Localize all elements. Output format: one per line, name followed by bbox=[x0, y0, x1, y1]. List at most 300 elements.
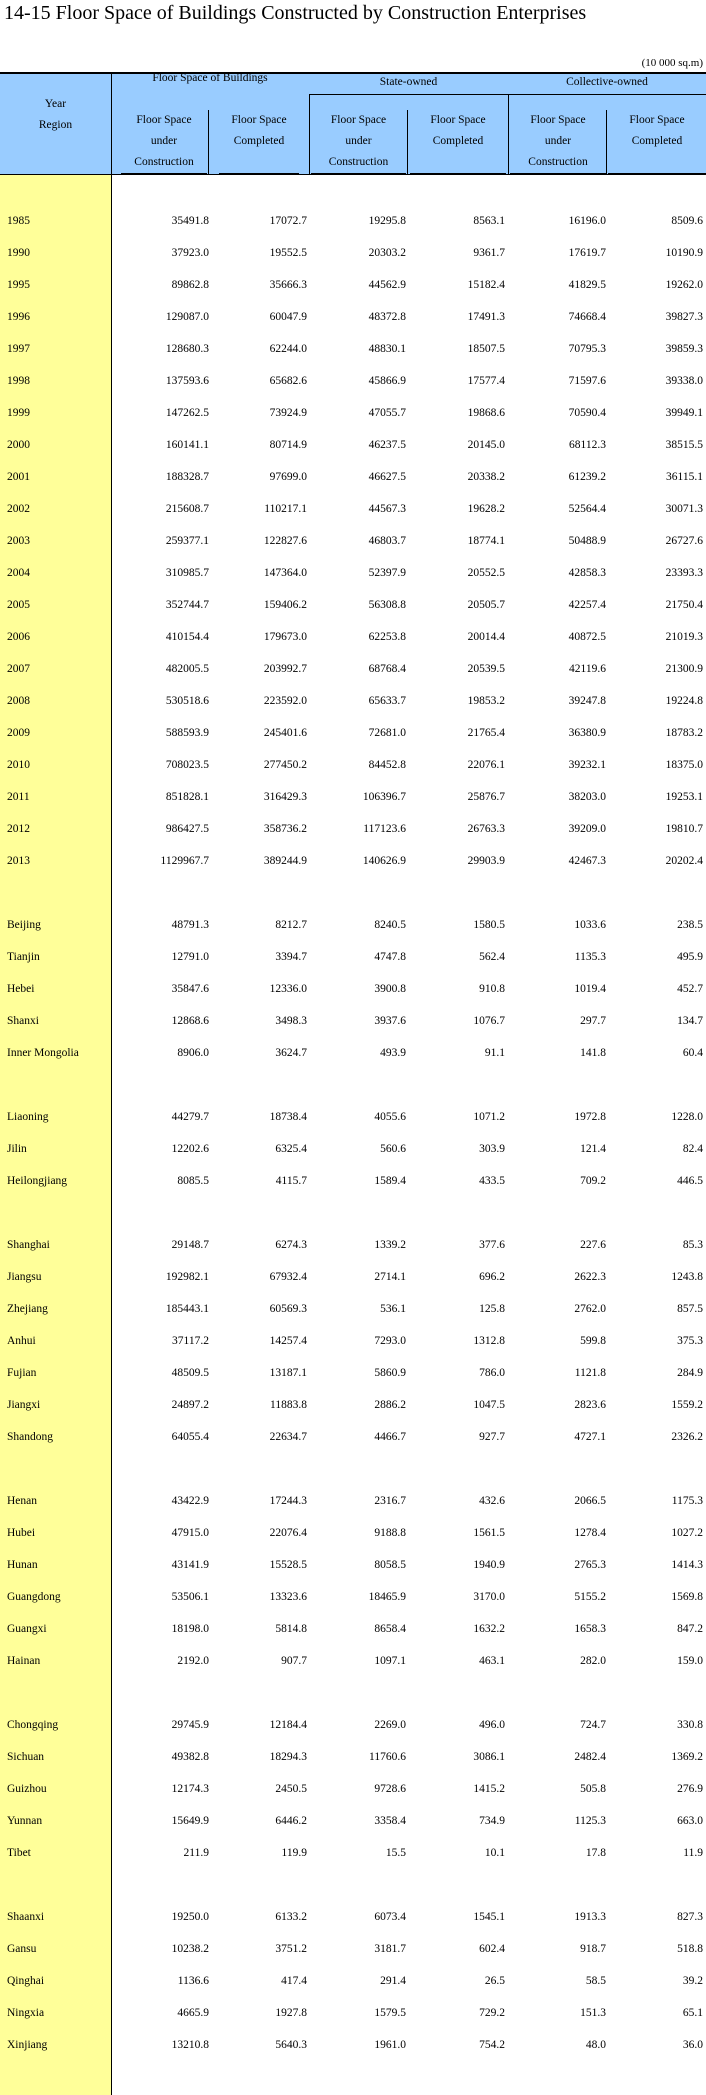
cell-value: 352744.7 bbox=[165, 599, 209, 611]
cell-value: 588593.9 bbox=[165, 727, 209, 739]
cell-value: 48830.1 bbox=[368, 343, 406, 355]
cell-value: 446.5 bbox=[677, 1175, 703, 1187]
row-label: Fujian bbox=[7, 1367, 37, 1379]
cell-value: 15182.4 bbox=[467, 279, 505, 291]
cell-value: 496.0 bbox=[479, 1719, 505, 1731]
cell-value: 910.8 bbox=[479, 983, 505, 995]
table-row bbox=[0, 1236, 706, 1254]
cell-value: 19628.2 bbox=[467, 503, 505, 515]
cell-value: 1175.3 bbox=[671, 1495, 703, 1507]
table-row bbox=[0, 1780, 706, 1798]
cell-value: 20202.4 bbox=[665, 855, 703, 867]
cell-value: 297.7 bbox=[580, 1015, 606, 1027]
table-row bbox=[0, 1844, 706, 1862]
cell-value: 560.6 bbox=[380, 1143, 406, 1155]
cell-value: 70795.3 bbox=[568, 343, 606, 355]
cell-value: 927.7 bbox=[479, 1431, 505, 1443]
cell-value: 39247.8 bbox=[568, 695, 606, 707]
cell-value: 2269.0 bbox=[374, 1719, 406, 1731]
cell-value: 211.9 bbox=[183, 1847, 209, 1859]
cell-value: 1033.6 bbox=[574, 919, 606, 931]
cell-value: 276.9 bbox=[677, 1783, 703, 1795]
cell-value: 375.3 bbox=[677, 1335, 703, 1347]
cell-value: 19262.0 bbox=[665, 279, 703, 291]
cell-value: 482005.5 bbox=[165, 663, 209, 675]
row-label: 2009 bbox=[7, 727, 30, 739]
cell-value: 60569.3 bbox=[269, 1303, 307, 1315]
cell-value: 179673.0 bbox=[263, 631, 307, 643]
cell-value: 13187.1 bbox=[269, 1367, 307, 1379]
table-row bbox=[0, 1044, 706, 1062]
table-row bbox=[0, 1172, 706, 1190]
cell-value: 15.5 bbox=[385, 1847, 406, 1859]
cell-value: 48791.3 bbox=[171, 919, 209, 931]
cell-value: 1135.3 bbox=[574, 951, 606, 963]
cell-value: 1339.2 bbox=[374, 1239, 406, 1251]
cell-value: 25876.7 bbox=[467, 791, 505, 803]
cell-value: 1632.2 bbox=[473, 1623, 505, 1635]
cell-value: 505.8 bbox=[580, 1783, 606, 1795]
cell-value: 6073.4 bbox=[374, 1911, 406, 1923]
cell-value: 43141.9 bbox=[171, 1559, 209, 1571]
cell-value: 21750.4 bbox=[665, 599, 703, 611]
row-label: Xinjiang bbox=[7, 2039, 48, 2051]
cell-value: 12174.3 bbox=[171, 1783, 209, 1795]
row-label: Tianjin bbox=[7, 951, 40, 963]
cell-value: 8658.4 bbox=[374, 1623, 406, 1635]
cell-value: 734.9 bbox=[479, 1815, 505, 1827]
table-row bbox=[0, 1620, 706, 1638]
cell-value: 56308.8 bbox=[368, 599, 406, 611]
cell-value: 29903.9 bbox=[467, 855, 505, 867]
cell-value: 117123.6 bbox=[363, 823, 406, 835]
cell-value: 19253.1 bbox=[665, 791, 703, 803]
cell-value: 58.5 bbox=[585, 1975, 606, 1987]
cell-value: 45866.9 bbox=[368, 375, 406, 387]
cell-value: 1927.8 bbox=[275, 2007, 307, 2019]
cell-value: 20338.2 bbox=[467, 471, 505, 483]
group-divider bbox=[508, 94, 509, 174]
cell-value: 44279.7 bbox=[171, 1111, 209, 1123]
cell-value: 12336.0 bbox=[269, 983, 307, 995]
table-row bbox=[0, 1364, 706, 1382]
cell-value: 3086.1 bbox=[473, 1751, 505, 1763]
table-row bbox=[0, 948, 706, 966]
cell-value: 60.4 bbox=[682, 1047, 703, 1059]
table-row bbox=[0, 1748, 706, 1766]
table-row bbox=[0, 724, 706, 742]
cell-value: 35666.3 bbox=[269, 279, 307, 291]
table-row bbox=[0, 1108, 706, 1126]
cell-value: 3181.7 bbox=[374, 1943, 406, 1955]
cell-value: 39859.3 bbox=[665, 343, 703, 355]
table-header bbox=[0, 74, 706, 174]
cell-value: 110217.1 bbox=[264, 503, 307, 515]
row-label: 2008 bbox=[7, 695, 30, 707]
cell-value: 141.8 bbox=[580, 1047, 606, 1059]
cell-value: 13210.8 bbox=[171, 2039, 209, 2051]
row-label: Guangdong bbox=[7, 1591, 61, 1603]
group-total-header: Floor Space of Buildings bbox=[152, 72, 268, 84]
row-label: Hainan bbox=[7, 1655, 41, 1667]
cell-value: 18507.5 bbox=[467, 343, 505, 355]
cell-value: 2886.2 bbox=[374, 1399, 406, 1411]
col-divider bbox=[407, 110, 408, 174]
row-label: Zhejiang bbox=[7, 1303, 48, 1315]
cell-value: 389244.9 bbox=[263, 855, 307, 867]
cell-value: 8563.1 bbox=[473, 215, 505, 227]
cell-value: 18774.1 bbox=[467, 535, 505, 547]
row-label: Tibet bbox=[7, 1847, 31, 1859]
cell-value: 97699.0 bbox=[269, 471, 307, 483]
cell-value: 708023.5 bbox=[165, 759, 209, 771]
cell-value: 20014.4 bbox=[467, 631, 505, 643]
cell-value: 907.7 bbox=[281, 1655, 307, 1667]
cell-value: 2192.0 bbox=[177, 1655, 209, 1667]
row-label: 1999 bbox=[7, 407, 30, 419]
cell-value: 19552.5 bbox=[269, 247, 307, 259]
row-label: Hunan bbox=[7, 1559, 38, 1571]
cell-value: 46237.5 bbox=[368, 439, 406, 451]
cell-value: 65682.6 bbox=[269, 375, 307, 387]
cell-value: 64055.4 bbox=[171, 1431, 209, 1443]
cell-value: 5860.9 bbox=[374, 1367, 406, 1379]
row-label: Shanxi bbox=[7, 1015, 39, 1027]
cell-value: 38515.5 bbox=[665, 439, 703, 451]
cell-value: 52564.4 bbox=[568, 503, 606, 515]
cell-value: 3358.4 bbox=[374, 1815, 406, 1827]
cell-value: 203992.7 bbox=[263, 663, 307, 675]
cell-value: 20552.5 bbox=[467, 567, 505, 579]
cell-value: 1369.2 bbox=[671, 1751, 703, 1763]
cell-value: 24897.2 bbox=[171, 1399, 209, 1411]
cell-value: 35491.8 bbox=[171, 215, 209, 227]
cell-value: 60047.9 bbox=[269, 311, 307, 323]
cell-value: 21019.3 bbox=[665, 631, 703, 643]
table-row bbox=[0, 1940, 706, 1958]
cell-value: 8058.5 bbox=[374, 1559, 406, 1571]
cell-value: 13323.6 bbox=[269, 1591, 307, 1603]
cell-value: 18465.9 bbox=[368, 1591, 406, 1603]
cell-value: 29148.7 bbox=[171, 1239, 209, 1251]
cell-value: 4747.8 bbox=[374, 951, 406, 963]
cell-value: 8085.5 bbox=[177, 1175, 209, 1187]
cell-value: 4727.1 bbox=[574, 1431, 606, 1443]
cell-value: 20145.0 bbox=[467, 439, 505, 451]
cell-value: 303.9 bbox=[479, 1143, 505, 1155]
cell-value: 1312.8 bbox=[473, 1335, 505, 1347]
cell-value: 39827.3 bbox=[665, 311, 703, 323]
row-label: Jilin bbox=[7, 1143, 27, 1155]
cell-value: 4665.9 bbox=[177, 2007, 209, 2019]
cell-value: 2823.6 bbox=[574, 1399, 606, 1411]
row-label: Shaanxi bbox=[7, 1911, 45, 1923]
cell-value: 2326.2 bbox=[671, 1431, 703, 1443]
stub-header: Year Region bbox=[38, 98, 73, 131]
cell-value: 29745.9 bbox=[171, 1719, 209, 1731]
row-label: Sichuan bbox=[7, 1751, 45, 1763]
cell-value: 62253.8 bbox=[368, 631, 406, 643]
cell-value: 35847.6 bbox=[171, 983, 209, 995]
cell-value: 44567.3 bbox=[368, 503, 406, 515]
col-collective-under-header: Floor Space under Construction bbox=[528, 114, 588, 168]
cell-value: 68768.4 bbox=[368, 663, 406, 675]
cell-value: 39209.0 bbox=[568, 823, 606, 835]
cell-value: 11.9 bbox=[683, 1847, 703, 1859]
row-label: 2001 bbox=[7, 471, 30, 483]
cell-value: 3498.3 bbox=[275, 1015, 307, 1027]
cell-value: 119.9 bbox=[281, 1847, 307, 1859]
cell-value: 43422.9 bbox=[171, 1495, 209, 1507]
cell-value: 417.4 bbox=[281, 1975, 307, 1987]
cell-value: 18783.2 bbox=[665, 727, 703, 739]
cell-value: 10238.2 bbox=[171, 1943, 209, 1955]
cell-value: 21300.9 bbox=[665, 663, 703, 675]
table-row bbox=[0, 436, 706, 454]
cell-value: 37117.2 bbox=[172, 1335, 209, 1347]
table-row bbox=[0, 1588, 706, 1606]
cell-value: 18375.0 bbox=[665, 759, 703, 771]
cell-value: 316429.3 bbox=[263, 791, 307, 803]
cell-value: 84452.8 bbox=[368, 759, 406, 771]
cell-value: 137593.6 bbox=[165, 375, 209, 387]
cell-value: 1243.8 bbox=[671, 1271, 703, 1283]
cell-value: 599.8 bbox=[580, 1335, 606, 1347]
cell-value: 1121.8 bbox=[574, 1367, 606, 1379]
cell-value: 493.9 bbox=[380, 1047, 406, 1059]
row-label: Shanghai bbox=[7, 1239, 50, 1251]
row-label: Ningxia bbox=[7, 2007, 45, 2019]
table-row bbox=[0, 820, 706, 838]
row-label: 1998 bbox=[7, 375, 30, 387]
cell-value: 160141.1 bbox=[165, 439, 209, 451]
cell-value: 2316.7 bbox=[374, 1495, 406, 1507]
cell-value: 61239.2 bbox=[568, 471, 606, 483]
cell-value: 67932.4 bbox=[269, 1271, 307, 1283]
cell-value: 47055.7 bbox=[368, 407, 406, 419]
cell-value: 2714.1 bbox=[374, 1271, 406, 1283]
group-divider bbox=[309, 94, 310, 174]
table-row bbox=[0, 1300, 706, 1318]
cell-value: 89862.8 bbox=[171, 279, 209, 291]
cell-value: 42858.3 bbox=[568, 567, 606, 579]
cell-value: 1545.1 bbox=[473, 1911, 505, 1923]
table-row bbox=[0, 660, 706, 678]
table-row bbox=[0, 1268, 706, 1286]
cell-value: 433.5 bbox=[479, 1175, 505, 1187]
row-label: 1997 bbox=[7, 343, 30, 355]
cell-value: 74668.4 bbox=[568, 311, 606, 323]
cell-value: 41829.5 bbox=[568, 279, 606, 291]
cell-value: 724.7 bbox=[580, 1719, 606, 1731]
cell-value: 851828.1 bbox=[165, 791, 209, 803]
cell-value: 188328.7 bbox=[165, 471, 209, 483]
cell-value: 284.9 bbox=[677, 1367, 703, 1379]
cell-value: 12202.6 bbox=[171, 1143, 209, 1155]
col-divider bbox=[208, 110, 209, 174]
cell-value: 432.6 bbox=[479, 1495, 505, 1507]
unit-label: (10 000 sq.m) bbox=[641, 57, 703, 69]
cell-value: 134.7 bbox=[677, 1015, 703, 1027]
cell-value: 48372.8 bbox=[368, 311, 406, 323]
cell-value: 19868.6 bbox=[467, 407, 505, 419]
table-row bbox=[0, 404, 706, 422]
cell-value: 9188.8 bbox=[374, 1527, 406, 1539]
cell-value: 227.6 bbox=[580, 1239, 606, 1251]
cell-value: 19250.0 bbox=[171, 1911, 209, 1923]
cell-value: 1097.1 bbox=[374, 1655, 406, 1667]
cell-value: 2762.0 bbox=[574, 1303, 606, 1315]
cell-value: 10190.9 bbox=[665, 247, 703, 259]
row-label: 2003 bbox=[7, 535, 30, 547]
cell-value: 729.2 bbox=[479, 2007, 505, 2019]
table-row bbox=[0, 1492, 706, 1510]
cell-value: 1414.3 bbox=[671, 1559, 703, 1571]
table-row bbox=[0, 372, 706, 390]
cell-value: 8509.6 bbox=[671, 215, 703, 227]
cell-value: 40872.5 bbox=[568, 631, 606, 643]
cell-value: 72681.0 bbox=[368, 727, 406, 739]
cell-value: 106396.7 bbox=[362, 791, 406, 803]
row-label: Jiangxi bbox=[7, 1399, 41, 1411]
row-label: Hubei bbox=[7, 1527, 36, 1539]
cell-value: 20539.5 bbox=[467, 663, 505, 675]
cell-value: 918.7 bbox=[580, 1943, 606, 1955]
cell-value: 19295.8 bbox=[368, 215, 406, 227]
cell-value: 11760.6 bbox=[369, 1751, 406, 1763]
row-label: 2013 bbox=[7, 855, 30, 867]
cell-value: 754.2 bbox=[479, 2039, 505, 2051]
cell-value: 3937.6 bbox=[374, 1015, 406, 1027]
cell-value: 310985.7 bbox=[165, 567, 209, 579]
cell-value: 185443.1 bbox=[165, 1303, 209, 1315]
cell-value: 20505.7 bbox=[467, 599, 505, 611]
cell-value: 223592.0 bbox=[263, 695, 307, 707]
table-row bbox=[0, 276, 706, 294]
cell-value: 1047.5 bbox=[473, 1399, 505, 1411]
row-label: Inner Mongolia bbox=[7, 1047, 79, 1059]
cell-value: 42119.6 bbox=[569, 663, 606, 675]
cell-value: 1129967.7 bbox=[160, 855, 209, 867]
col-state-under-header: Floor Space under Construction bbox=[328, 114, 389, 168]
cell-value: 1415.2 bbox=[473, 1783, 505, 1795]
table-row bbox=[0, 468, 706, 486]
row-label: 2011 bbox=[7, 791, 30, 803]
cell-value: 39.2 bbox=[682, 1975, 703, 1987]
cell-value: 36.0 bbox=[682, 2039, 703, 2051]
table-row bbox=[0, 2036, 706, 2054]
table-row bbox=[0, 916, 706, 934]
cell-value: 1278.4 bbox=[574, 1527, 606, 1539]
cell-value: 159406.2 bbox=[263, 599, 307, 611]
cell-value: 9728.6 bbox=[374, 1783, 406, 1795]
cell-value: 46627.5 bbox=[368, 471, 406, 483]
cell-value: 1019.4 bbox=[574, 983, 606, 995]
cell-value: 140626.9 bbox=[362, 855, 406, 867]
cell-value: 530518.6 bbox=[165, 695, 209, 707]
cell-value: 22076.4 bbox=[269, 1527, 307, 1539]
cell-value: 26763.3 bbox=[467, 823, 505, 835]
col-divider bbox=[606, 110, 607, 174]
row-label: Chongqing bbox=[7, 1719, 59, 1731]
cell-value: 128680.3 bbox=[165, 343, 209, 355]
cell-value: 663.0 bbox=[677, 1815, 703, 1827]
table-row bbox=[0, 1332, 706, 1350]
row-label: Yunnan bbox=[7, 1815, 43, 1827]
cell-value: 21765.4 bbox=[467, 727, 505, 739]
cell-value: 4115.7 bbox=[275, 1175, 307, 1187]
table-row bbox=[0, 596, 706, 614]
cell-value: 2622.3 bbox=[574, 1271, 606, 1283]
col-total-completed-header: Floor Space Completed bbox=[231, 114, 287, 147]
cell-value: 38203.0 bbox=[568, 791, 606, 803]
table-row bbox=[0, 628, 706, 646]
cell-value: 1559.2 bbox=[671, 1399, 703, 1411]
row-label: 2004 bbox=[7, 567, 30, 579]
cell-value: 986427.5 bbox=[165, 823, 209, 835]
table-row bbox=[0, 1908, 706, 1926]
cell-value: 6446.2 bbox=[275, 1815, 307, 1827]
cell-value: 48.0 bbox=[585, 2039, 606, 2051]
cell-value: 2482.4 bbox=[574, 1751, 606, 1763]
cell-value: 42257.4 bbox=[568, 599, 606, 611]
table-row bbox=[0, 692, 706, 710]
table-row bbox=[0, 532, 706, 550]
col-collective-completed-header: Floor Space Completed bbox=[629, 114, 685, 147]
cell-value: 26727.6 bbox=[665, 535, 703, 547]
table-row bbox=[0, 1396, 706, 1414]
cell-value: 53506.1 bbox=[171, 1591, 209, 1603]
cell-value: 3170.0 bbox=[473, 1591, 505, 1603]
cell-value: 36380.9 bbox=[568, 727, 606, 739]
cell-value: 696.2 bbox=[479, 1271, 505, 1283]
cell-value: 49382.8 bbox=[171, 1751, 209, 1763]
table-row bbox=[0, 756, 706, 774]
cell-value: 62244.0 bbox=[269, 343, 307, 355]
cell-value: 192982.1 bbox=[165, 1271, 209, 1283]
table-row bbox=[0, 2004, 706, 2022]
cell-value: 410154.4 bbox=[165, 631, 209, 643]
row-label: 1985 bbox=[7, 215, 30, 227]
cell-value: 5155.2 bbox=[574, 1591, 606, 1603]
cell-value: 1940.9 bbox=[473, 1559, 505, 1571]
cell-value: 12791.0 bbox=[171, 951, 209, 963]
cell-value: 70590.4 bbox=[568, 407, 606, 419]
row-label: Guangxi bbox=[7, 1623, 47, 1635]
cell-value: 238.5 bbox=[677, 919, 703, 931]
cell-value: 245401.6 bbox=[263, 727, 307, 739]
row-label: Gansu bbox=[7, 1943, 37, 1955]
cell-value: 5640.3 bbox=[275, 2039, 307, 2051]
cell-value: 463.1 bbox=[479, 1655, 505, 1667]
cell-value: 19224.8 bbox=[665, 695, 703, 707]
cell-value: 19810.7 bbox=[665, 823, 703, 835]
cell-value: 14257.4 bbox=[269, 1335, 307, 1347]
cell-value: 1071.2 bbox=[473, 1111, 505, 1123]
cell-value: 786.0 bbox=[479, 1367, 505, 1379]
cell-value: 36115.1 bbox=[666, 471, 703, 483]
cell-value: 151.3 bbox=[580, 2007, 606, 2019]
cell-value: 6133.2 bbox=[275, 1911, 307, 1923]
cell-value: 8906.0 bbox=[177, 1047, 209, 1059]
row-label: 1996 bbox=[7, 311, 30, 323]
cell-value: 80714.9 bbox=[269, 439, 307, 451]
cell-value: 18294.3 bbox=[269, 1751, 307, 1763]
cell-value: 17577.4 bbox=[467, 375, 505, 387]
row-label: 2000 bbox=[7, 439, 30, 451]
table-row bbox=[0, 564, 706, 582]
cell-value: 17.8 bbox=[585, 1847, 606, 1859]
